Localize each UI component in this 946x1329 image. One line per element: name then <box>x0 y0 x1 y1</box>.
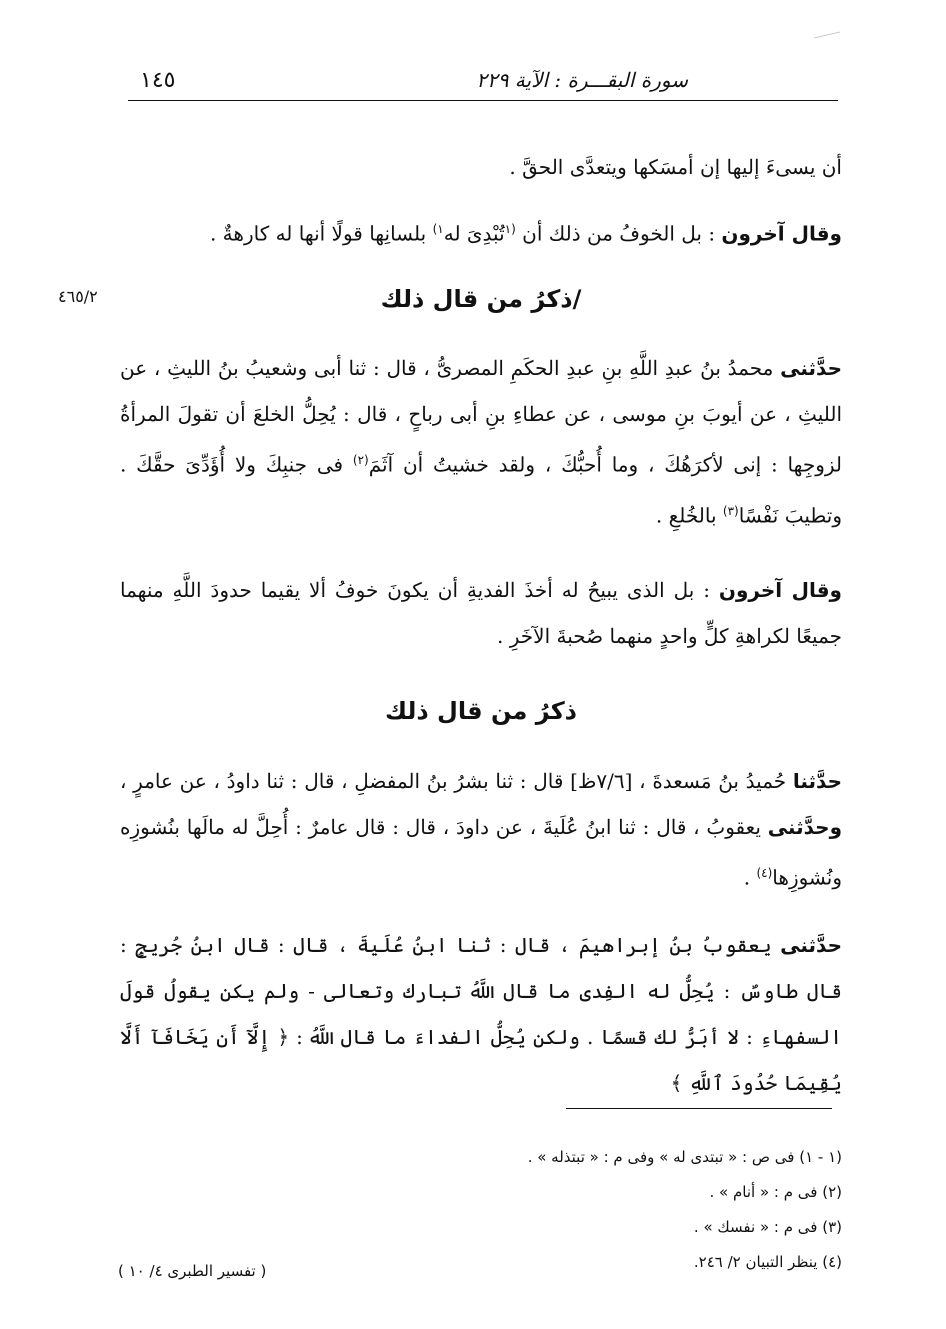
section-heading: /ذكرُ من قال ذلك <box>380 285 582 313</box>
edition-reference: ( تفسير الطبرى ٤/ ١٠ ) <box>118 1262 267 1280</box>
paragraph-text: فى جنبِكَ ولا أُؤَدِّىَ حقَّكَ . وتطيبَ نَفْسًا <box>120 452 842 528</box>
paragraph-lead: وقال آخرون <box>718 578 842 602</box>
paragraph-text: أن يسىءَ إليها إن أمسَكها ويتعدَّى الحقَّ . <box>509 155 842 179</box>
paragraph-3 <box>120 345 842 538</box>
paragraph-text: بلسانِها قولًا أنها له كارهةٌ . <box>209 221 433 246</box>
page-header <box>128 60 838 101</box>
footnote-marker: (٢) <box>352 453 369 467</box>
paragraph-lead: حدَّثنى <box>780 356 842 380</box>
paragraph-text: محمدُ بنُ عبدِ اللَّهِ بنِ عبدِ الحكَمِ المصرىُّ ، قال : ثنا أبى وشعيبُ بنُ الليثِ ، عن الليثِ ، عن أيوبَ بنِ موسى ، عن عطاءِ بنِ أبى رباحٍ ، قال : يُحِلُّ الخلعَ أن تقولَ المرأةُ لزوجِها : إنى لأكرَهُكَ ، وما أُحبُّكَ ، ولقد خشيتُ أن آثَمَ <box>120 356 843 477</box>
footnote-divider <box>566 1108 832 1109</box>
page-number: ١٤٥ <box>140 67 176 93</box>
paragraph-lead: حدَّثنا <box>792 769 842 793</box>
footnote: (٤) ينظر التبيان ٢/ ٢٤٦. <box>693 1253 842 1271</box>
running-title: سورة البقـــرة : الآية ٢٢٩ <box>476 68 688 92</box>
paragraph-text: يعقوبُ بنُ إبراهيمَ ، قال : ثنا ابنُ عُلَيةَ ، قال : قال ابنُ جُريجٍ : قال طاوسٌ : يُحِلُّ له الفِدى ما قال اللَّهُ تبارك وتعالى - ولم يكن يقولُ قولَ السفهاءِ : لا أبَرُّ لك قسمًا . ولكن يُحِلُّ الفداءَ ما قال اللَّهُ : ﴿ إِلَّآ أَن يَخَافَآ أَلَّا يُقِيمَا حُدُودَ ٱللَّهِ ﴾ <box>120 933 842 1095</box>
paragraph-4 <box>120 567 842 659</box>
paragraph-lead: حدَّثنى <box>780 933 842 957</box>
section-heading: ذكرُ من قال ذلك <box>385 697 577 725</box>
paragraph-text: يعقوبُ ، قال : ثنا ابنُ عُلَيةَ ، عن داودَ ، قال : قال عامرٌ : أُحِلَّ له مالَها بنُشوزِه ونُشوزِها <box>120 815 842 890</box>
paragraph-lead: وقال آخرون <box>721 221 842 246</box>
paragraph-text: . <box>743 865 757 890</box>
footnote: (١ - ١) فى ص : « تبتدى له » وفى م : « تبتذله » . <box>527 1148 842 1166</box>
paragraph-text: : بل الخوفُ من ذلك أن <box>515 221 722 246</box>
paragraph-1 <box>120 144 842 190</box>
paragraph-text: حُميدُ بنُ مَسعدةَ ، [٧/٦ظ] قال : ثنا بشرُ بنُ المفضلِ ، قال : ثنا داودُ ، عن عامرٍ ، <box>120 769 793 793</box>
footnote-marker: ١) <box>432 222 444 236</box>
paragraph-2 <box>120 206 842 257</box>
paragraph-text: تُبْدِىَ له <box>443 221 505 246</box>
paragraph-lead: وحدَّثنى <box>767 815 842 839</box>
footnote-marker: (١ <box>504 222 516 236</box>
footnote-marker: (٣) <box>722 503 739 518</box>
scan-speck <box>812 30 842 40</box>
paragraph-5 <box>120 758 842 901</box>
paragraph-text: بالخُلعِ . <box>655 503 723 528</box>
paragraph-6 <box>120 922 842 1106</box>
footnotes <box>120 1140 842 1280</box>
paragraph-text: : بل الذى يبيحُ له أخذَ الفديةِ أن يكونَ خوفُ ألا يقيما حدودَ اللَّهِ منهما جميعًا لكراهةِ كلٍّ واحدٍ منهما صُحبةَ الآخَرِ . <box>120 578 842 648</box>
margin-reference: ٤٦٥/٢ <box>58 287 98 306</box>
footnote-marker: (٤) <box>756 866 773 880</box>
footnote: (٢) فى م : « أنام » . <box>709 1183 842 1201</box>
footnote: (٣) فى م : « نفسك » . <box>693 1218 842 1236</box>
